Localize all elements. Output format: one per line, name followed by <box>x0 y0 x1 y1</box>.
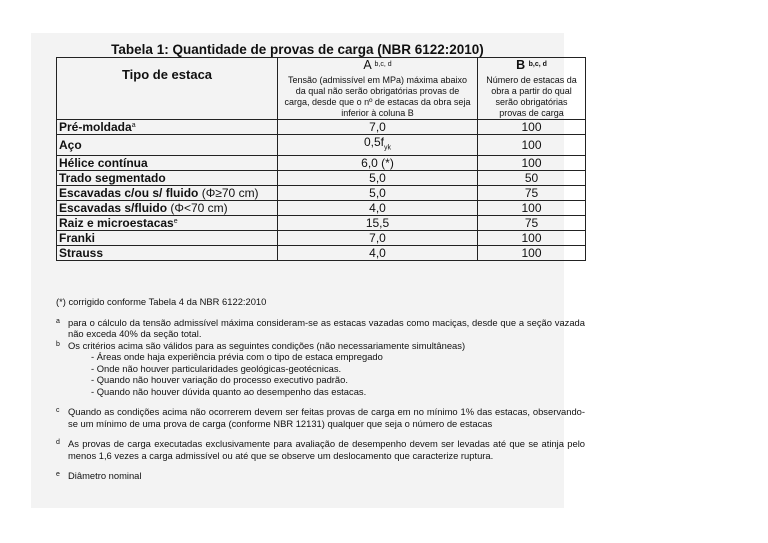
row-a-value: 7,0 <box>278 231 478 246</box>
col-b-desc: Número de estacas da obra a partir do qual serão obrigatórias provas de carga <box>486 75 577 118</box>
row-name: Hélice contínua <box>57 156 278 171</box>
col-a-desc: Tensão (admissível em MPa) máxima abaixo da qual não serão obrigatórias provas de carga, desde que o nº de estacas da obra seja inferior à coluna B <box>284 75 471 118</box>
note-b-item: - Quando não houver variação do processo executivo padrão. <box>91 374 348 385</box>
row-b-value: 100 <box>478 201 586 216</box>
row-b-value: 100 <box>478 246 586 261</box>
row-name: Franki <box>57 231 278 246</box>
table-row <box>57 156 586 171</box>
row-name: Trado segmentado <box>57 171 278 186</box>
row-name: Aço <box>57 135 278 156</box>
note-b-item: - Áreas onde haja experiência prévia com o tipo de estaca empregado <box>91 351 383 362</box>
table-row <box>57 171 586 186</box>
note-star: (*) corrigido conforme Tabela 4 da NBR 6122:2010 <box>56 296 267 307</box>
row-b-value: 75 <box>478 216 586 231</box>
row-b-value: 50 <box>478 171 586 186</box>
col-a-sup: b,c, d <box>374 61 392 68</box>
note-b <box>56 340 585 352</box>
row-a-value: 5,0 <box>278 171 478 186</box>
table-row <box>57 201 586 216</box>
row-a-value: $0,5f_{yk}$ <box>278 135 478 156</box>
note-d-mark: d <box>56 439 60 446</box>
note-e-mark: e <box>56 471 60 478</box>
note-b-text: Os critérios acima são válidos para as seguintes condições (não necessariamente simultâneas) <box>68 339 466 351</box>
col-b-label: B <box>516 58 526 72</box>
header-col-a <box>278 58 478 120</box>
table-row <box>57 186 586 201</box>
row-a-value: 4,0 <box>278 246 478 261</box>
row-sup: a <box>131 122 136 129</box>
note-a-text: para o cálculo da tensão admissível máxima consideram-se as estacas vazadas como maciças, desde que a seção vazada não exceda 40% da seção total. <box>68 316 585 339</box>
row-name: Raiz e microestacas$^e$ <box>57 216 278 231</box>
note-d-text: As provas de carga executadas exclusivamente para avaliação de desempenho devem ser levadas até que se atinja pelo menos 1,6 vezes a carga admissível ou até que se observe um deslocamento que caracterize ruptura. <box>68 438 585 461</box>
note-e-text: Diâmetro nominal <box>68 470 142 481</box>
document-sheet <box>31 33 585 508</box>
note-c-text: Quando as condições acima não ocorrerem devem ser feitas provas de carga em no mínimo 1% das estacas, observando-se um mínimo de uma prova de carga (conforme NBR 12131) qualquer que seja o número de estacas <box>68 406 585 429</box>
row-b-value: 75 <box>478 186 586 201</box>
note-b-item: - Onde não houver particularidades geológicas-geotécnicas. <box>91 362 342 374</box>
header-col-b <box>478 58 586 120</box>
row-a-value: 6,0 (*) <box>278 156 478 171</box>
row-sup: e <box>173 218 178 226</box>
row-b-value: 100 <box>478 231 586 246</box>
row-name: Pré-moldada$^a$ <box>57 120 278 135</box>
row-b-value: 100 <box>478 135 586 156</box>
table-row <box>57 216 586 231</box>
note-e <box>56 470 585 482</box>
table-row <box>57 135 586 156</box>
note-c-mark: c <box>56 407 60 414</box>
piles-table <box>56 57 586 261</box>
row-name: Strauss <box>57 246 278 261</box>
table-row <box>57 231 586 246</box>
row-a-subscript: yk <box>384 144 391 152</box>
table-row <box>57 246 586 261</box>
note-b-item: - Quando não houver dúvida quanto ao desempenho das estacas. <box>91 385 367 397</box>
row-name-suffix: (Φ<70 cm) <box>167 201 228 216</box>
footnotes <box>56 296 585 482</box>
note-c <box>56 406 585 429</box>
table-title: Tabela 1: Quantidade de provas de carga (NBR 6122:2010) <box>111 42 484 57</box>
note-a-mark: a <box>56 317 60 325</box>
table-header-row <box>57 58 586 120</box>
header-tipo: Tipo de estaca <box>57 58 278 120</box>
row-a-value: 4,0 <box>278 201 478 216</box>
row-a-value: 5,0 <box>278 186 478 201</box>
note-b-mark: b <box>56 340 60 348</box>
col-a-label: A <box>363 58 372 72</box>
row-a-value: 7,0 <box>278 120 478 135</box>
note-a <box>56 317 585 340</box>
row-name: Escavadas s/fluido (Φ<70 cm) <box>57 201 278 216</box>
table-row <box>57 120 586 135</box>
row-name: Escavadas c/ou s/ fluido (Φ≥70 cm) <box>57 186 278 201</box>
note-d <box>56 438 585 461</box>
col-b-sup: b,c, d <box>528 61 547 68</box>
row-b-value: 100 <box>478 120 586 135</box>
row-b-value: 100 <box>478 156 586 171</box>
row-name-suffix: (Φ≥70 cm) <box>198 186 259 201</box>
row-a-value: 15,5 <box>278 216 478 231</box>
